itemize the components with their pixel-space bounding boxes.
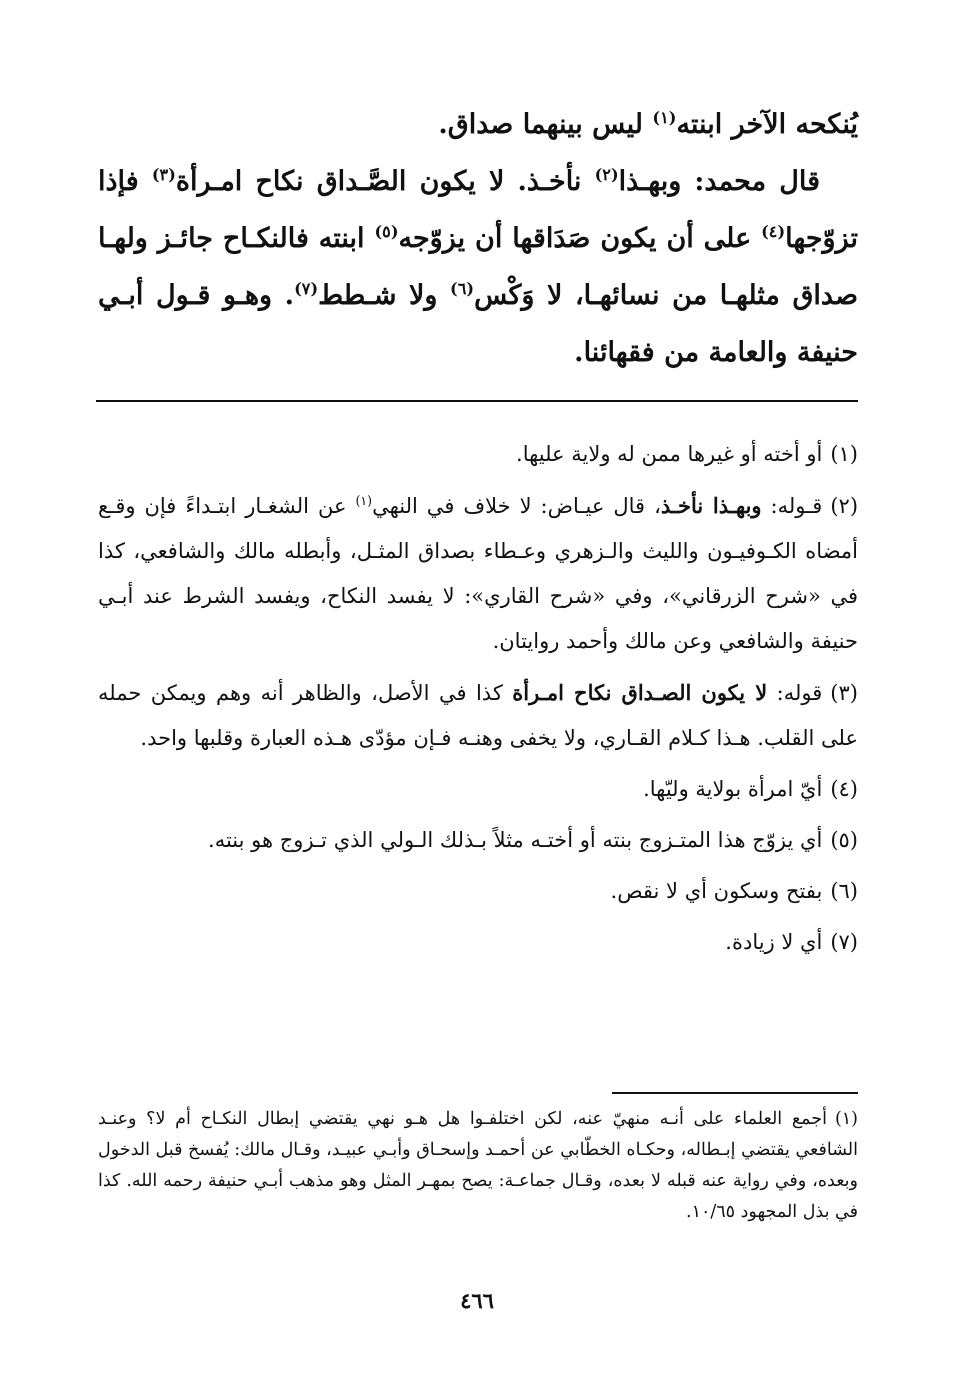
footnote-ref: (٦)	[450, 279, 475, 298]
footnote-ref: (٧)	[294, 279, 319, 298]
footnote-3: (٣)قوله: لا يكون الصـداق نكاح امـرأة كذا في الأصل، والظاهر أنه وهم ويمكن حمله على القلب. هـذا كـلام القـاري، ولا يخفى وهنـه فـإن مؤدّى هـذه العبارة وقلبها واحد.	[98, 680, 858, 750]
footnote-ref: (١)	[652, 108, 677, 127]
main-text	[98, 96, 858, 381]
footnote-6: (٦)بفتح وسكون أي لا نقص.	[610, 879, 858, 903]
subnote-separator	[612, 1092, 858, 1094]
footnote-ref: (٥)	[374, 222, 399, 241]
main-line-1: يُنكحه الآخر ابنته$^{(١)}$ ليس بينهما صداق.	[438, 108, 858, 140]
main-paragraph-2: قال محمد: وبهـذا$^{(٢)}$ نأخـذ. لا يكون الصَّـداق نكاح امـرأة$^{(٣)}$ فإذا تزوّجها$^{(٤)}$ على أن يكون صَدَاقها أن يزوّجه$^{(٥)}$ ابنته فالنكـاح جائـز ولهـا صداق مثلهـا من نسائهـا، لا وَكْس$^{(٦)}$ ولا شـطط$^{(٧)}$. وهـو قـول أبـي حنيفة والعامة من فقهائنا.	[98, 165, 858, 368]
footnote-ref: (١)	[355, 493, 373, 508]
footnote-2: (٢)قـوله: وبهـذا نأخـذ، قال عيـاض: لا خلاف في النهي$^{(١)}$ عن الشغـار ابتـداءً فإن وقـع أمضاه الكـوفيـون والليث والـزهري وعـطاء بصداق المثـل، وأبطله مالك والشافعي، كذا في «شرح الزرقاني»، وفي «شرح القاري»: لا يفسد النكاح، ويفسد الشرط عند أبـي حنيفة والشافعي وعن مالك وأحمد روايتان.	[98, 493, 859, 653]
footnote-ref: (٤)	[761, 222, 786, 241]
footnote-7: (٧)أي لا زيادة.	[725, 930, 858, 954]
footnote-ref: (٢)	[594, 165, 619, 184]
footnotes	[98, 432, 858, 971]
footnote-separator	[96, 400, 858, 402]
footnote-5: (٥)أي يزوّج هذا المتـزوج بنته أو أختـه مثلاً بـذلك الـولي الذي تـزوج هو بنته.	[208, 828, 858, 852]
footnote-1: (١)أو أخته أو غيرها ممن له ولاية عليها.	[516, 442, 858, 466]
footnote-4: (٤)أيّ امرأة بولاية وليّها.	[643, 777, 858, 801]
page-number: ٤٦٦	[460, 1288, 494, 1313]
sub-footnote: (١)أجمع العلماء على أنـه منهيّ عنه، لكن اختلفـوا هل هـو نهي يقتضي إبطال النكـاح أم لا؟ وعنـد الشافعي يقتضي إبـطاله، وحكـاه الخطّابي عن أحمـد وإسحـاق وأبـي عبيـد، وقـال مالك: يُفسخ قبل الدخول وبعده، وفي رواية عنه قبله لا بعده، وقـال جماعـة: يصح بمهـر المثل وهو مذهب أبـي حنيفة رحمه الله. كذا في بذل المجهود ١٠/٦٥.	[98, 1109, 858, 1222]
footnote-ref: (٣)	[151, 165, 176, 184]
